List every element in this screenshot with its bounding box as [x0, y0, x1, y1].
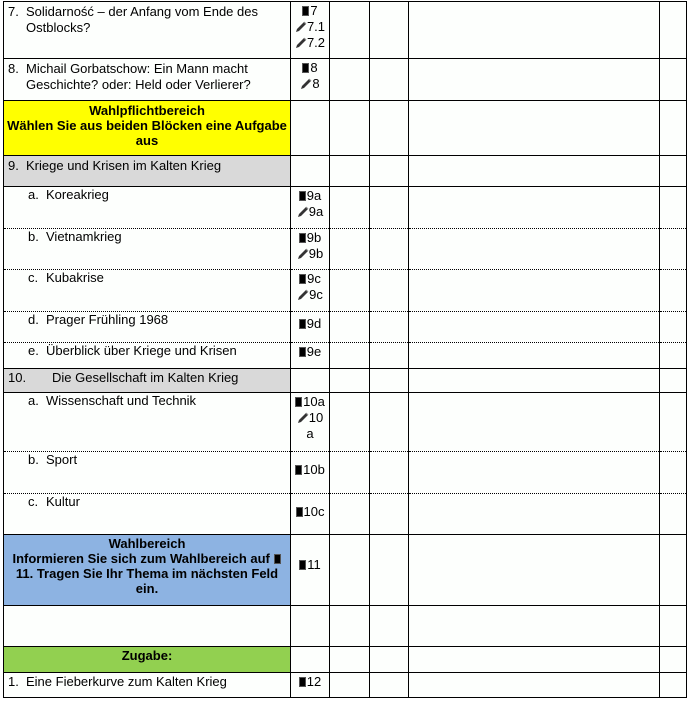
subtopic-text: Sport: [46, 452, 78, 467]
material-ref[interactable]: 12: [291, 674, 329, 690]
pen-icon: [295, 21, 307, 33]
empty-cell[interactable]: [660, 270, 687, 312]
section-header-cell: [4, 535, 291, 606]
notes-cell[interactable]: [409, 312, 660, 343]
empty-cell[interactable]: [370, 647, 409, 673]
empty-cell[interactable]: [660, 101, 687, 156]
subtopic-cell: [4, 393, 291, 452]
table-row-subtopic-9e: [4, 343, 687, 369]
notes-cell[interactable]: [409, 229, 660, 270]
group-title: Kriege und Krisen im Kalten Krieg: [26, 158, 222, 173]
empty-cell[interactable]: [330, 2, 370, 59]
empty-cell[interactable]: [330, 369, 370, 393]
empty-cell[interactable]: [660, 229, 687, 270]
subtopic-text: Kubakrise: [46, 270, 104, 285]
empty-cell[interactable]: [330, 535, 370, 606]
empty-cell[interactable]: [660, 535, 687, 606]
book-icon: [295, 465, 302, 475]
subtopic-cell: [4, 187, 291, 229]
materials-cell: [291, 647, 330, 673]
empty-cell[interactable]: [330, 312, 370, 343]
subtopic-letter: d.: [28, 312, 39, 327]
subtopic-text: Koreakrieg: [46, 187, 109, 202]
table-row-group-9: [4, 156, 687, 187]
empty-cell[interactable]: [370, 270, 409, 312]
task-ref[interactable]: 10: [291, 410, 329, 426]
empty-cell[interactable]: [330, 156, 370, 187]
empty-cell[interactable]: [660, 452, 687, 494]
subtopic-cell: [4, 312, 291, 343]
section-title: Wahlbereich: [108, 536, 186, 551]
book-icon: [302, 63, 309, 73]
subtopic-letter: c.: [28, 494, 39, 509]
table-row-subtopic-9b: [4, 229, 687, 270]
materials-cell: [291, 452, 330, 494]
materials-cell: [291, 673, 330, 698]
materials-cell: [291, 393, 330, 452]
subtopic-letter: a.: [28, 187, 39, 202]
subtopic-text: Wissenschaft und Technik: [46, 393, 197, 408]
material-ref[interactable]: 10a: [291, 394, 329, 410]
empty-cell[interactable]: [660, 187, 687, 229]
empty-cell[interactable]: [370, 452, 409, 494]
section-instruction: Informieren Sie sich zum Wahlbereich auf 11. Tragen Sie Ihr Thema im nächsten Feld ein.: [6, 551, 288, 596]
material-ref[interactable]: 10c: [291, 504, 329, 520]
materials-cell: [291, 156, 330, 187]
materials-cell: [291, 606, 330, 647]
empty-cell[interactable]: [370, 673, 409, 698]
table-row-topic-8: [4, 59, 687, 101]
topic-number: 7.: [8, 4, 19, 19]
book-icon: [274, 554, 281, 564]
empty-cell[interactable]: [330, 229, 370, 270]
table-row-subtopic-9a: [4, 187, 687, 229]
book-icon: [299, 347, 306, 357]
table-row-wahlbereich: [4, 535, 687, 606]
notes-cell[interactable]: [409, 393, 660, 452]
subtopic-cell: [4, 270, 291, 312]
empty-cell[interactable]: [370, 59, 409, 101]
table-row-subtopic-9d: [4, 312, 687, 343]
table-row-zugabe: [4, 647, 687, 673]
book-icon: [299, 560, 306, 570]
empty-cell[interactable]: [660, 494, 687, 535]
table-row-subtopic-10c: [4, 494, 687, 535]
material-ref[interactable]: 9b: [291, 230, 329, 246]
empty-cell[interactable]: [370, 187, 409, 229]
empty-cell[interactable]: [660, 647, 687, 673]
group-number: 9.: [8, 158, 19, 173]
curriculum-table-wrapper: [3, 1, 687, 698]
notes-cell[interactable]: [409, 369, 660, 393]
notes-cell[interactable]: [409, 452, 660, 494]
pen-icon: [295, 37, 307, 49]
notes-cell[interactable]: [409, 187, 660, 229]
subtopic-cell: [4, 343, 291, 369]
materials-cell: [291, 312, 330, 343]
topic-text: Michail Gorbatschow: Ein Mann macht Geschichte? oder: Held oder Verlierer?: [26, 61, 251, 92]
subtopic-text: Überblick über Kriege und Krisen: [46, 343, 237, 358]
subtopic-letter: e.: [28, 343, 39, 358]
topic-number: 8.: [8, 61, 19, 76]
empty-cell[interactable]: [660, 343, 687, 369]
empty-cell[interactable]: [660, 156, 687, 187]
task-ref[interactable]: 9c: [291, 287, 329, 303]
materials-cell: [291, 535, 330, 606]
table-row-subtopic-10b: [4, 452, 687, 494]
notes-cell[interactable]: [409, 101, 660, 156]
topic-cell: [4, 59, 291, 101]
materials-cell: [291, 2, 330, 59]
table-row-subtopic-10a: [4, 393, 687, 452]
empty-cell[interactable]: [330, 59, 370, 101]
material-ref[interactable]: 9a: [291, 188, 329, 204]
empty-cell[interactable]: [330, 187, 370, 229]
empty-cell[interactable]: [370, 393, 409, 452]
pen-icon: [297, 206, 309, 218]
book-icon: [295, 397, 302, 407]
section-header-cell: [4, 101, 291, 156]
empty-cell[interactable]: [370, 101, 409, 156]
notes-cell[interactable]: [409, 535, 660, 606]
theme-entry-field[interactable]: [4, 606, 291, 647]
pen-icon: [297, 289, 309, 301]
subtopic-text: Kultur: [46, 494, 80, 509]
material-ref[interactable]: 8: [291, 60, 329, 76]
group-number: 10.: [8, 370, 27, 385]
empty-cell[interactable]: [330, 606, 370, 647]
empty-cell[interactable]: [660, 369, 687, 393]
empty-cell[interactable]: [660, 606, 687, 647]
pen-icon: [300, 78, 312, 90]
table-row-subtopic-9c: [4, 270, 687, 312]
subtopic-letter: a.: [28, 393, 39, 408]
empty-cell[interactable]: [330, 494, 370, 535]
curriculum-table: [3, 1, 687, 698]
book-icon: [299, 677, 306, 687]
book-icon: [296, 507, 303, 517]
table-row-theme-entry: [4, 606, 687, 647]
materials-cell: [291, 59, 330, 101]
section-title: Zugabe:: [121, 648, 173, 663]
empty-cell[interactable]: [660, 59, 687, 101]
topic-number: 1.: [8, 674, 19, 689]
task-ref[interactable]: 7.2: [291, 35, 329, 51]
subtopic-cell: [4, 452, 291, 494]
empty-cell[interactable]: [370, 2, 409, 59]
empty-cell[interactable]: [660, 673, 687, 698]
material-ref[interactable]: 11: [291, 557, 329, 573]
material-ref[interactable]: 7: [291, 3, 329, 19]
empty-cell[interactable]: [330, 393, 370, 452]
materials-cell: [291, 101, 330, 156]
notes-cell[interactable]: [409, 673, 660, 698]
materials-cell: [291, 229, 330, 270]
task-ref-continuation: a: [306, 426, 314, 441]
group-header-cell: [4, 156, 291, 187]
materials-cell: [291, 343, 330, 369]
notes-cell[interactable]: [409, 2, 660, 59]
book-icon: [299, 233, 306, 243]
empty-cell[interactable]: [370, 606, 409, 647]
empty-cell[interactable]: [660, 312, 687, 343]
subtopic-letter: c.: [28, 270, 39, 285]
table-row-wahlpflichtbereich: [4, 101, 687, 156]
group-title: Die Gesellschaft im Kalten Krieg: [52, 370, 239, 385]
subtopic-letter: b.: [28, 452, 39, 467]
notes-cell[interactable]: [409, 156, 660, 187]
table-row-topic-7: [4, 2, 687, 59]
notes-cell[interactable]: [409, 494, 660, 535]
subtopic-text: Prager Frühling 1968: [46, 312, 169, 327]
empty-cell[interactable]: [370, 494, 409, 535]
task-ref[interactable]: 9a: [291, 204, 329, 220]
empty-cell[interactable]: [330, 270, 370, 312]
notes-cell[interactable]: [409, 270, 660, 312]
material-ref[interactable]: 9c: [291, 271, 329, 287]
book-icon: [299, 319, 306, 329]
empty-cell[interactable]: [330, 452, 370, 494]
empty-cell[interactable]: [660, 393, 687, 452]
subtopic-letter: b.: [28, 229, 39, 244]
book-icon: [299, 191, 306, 201]
topic-text: Solidarność – der Anfang vom Ende des Ostblocks?: [26, 4, 258, 35]
materials-cell: [291, 270, 330, 312]
subtopic-text: Vietnamkrieg: [46, 229, 122, 244]
notes-cell[interactable]: [409, 59, 660, 101]
pen-icon: [297, 412, 309, 424]
empty-cell[interactable]: [370, 343, 409, 369]
task-ref[interactable]: 7.1: [291, 19, 329, 35]
section-title: Wahlpflichtbereich: [89, 103, 205, 118]
topic-text: Eine Fieberkurve zum Kalten Krieg: [26, 674, 227, 689]
empty-cell[interactable]: [370, 312, 409, 343]
task-ref[interactable]: 9b: [291, 246, 329, 262]
materials-cell: [291, 369, 330, 393]
empty-cell[interactable]: [330, 647, 370, 673]
topic-cell: [4, 673, 291, 698]
materials-cell: [291, 494, 330, 535]
subtopic-cell: [4, 494, 291, 535]
material-ref[interactable]: 10b: [291, 462, 329, 478]
empty-cell[interactable]: [330, 673, 370, 698]
notes-cell[interactable]: [409, 606, 660, 647]
empty-cell[interactable]: [330, 101, 370, 156]
notes-cell[interactable]: [409, 343, 660, 369]
section-header-cell: [4, 647, 291, 673]
group-header-cell: [4, 369, 291, 393]
empty-cell[interactable]: [330, 343, 370, 369]
topic-cell: [4, 2, 291, 59]
empty-cell[interactable]: [370, 156, 409, 187]
empty-cell[interactable]: [660, 2, 687, 59]
empty-cell[interactable]: [370, 535, 409, 606]
section-instruction: Wählen Sie aus beiden Blöcken eine Aufgabe aus: [7, 118, 287, 148]
pen-icon: [297, 248, 309, 260]
task-ref[interactable]: 8: [291, 76, 329, 92]
table-row-topic-bonus-1: [4, 673, 687, 698]
subtopic-cell: [4, 229, 291, 270]
materials-cell: [291, 187, 330, 229]
table-row-group-10: [4, 369, 687, 393]
book-icon: [299, 274, 306, 284]
material-ref[interactable]: 9d: [291, 316, 329, 332]
book-icon: [302, 6, 309, 16]
material-ref[interactable]: 9e: [291, 344, 329, 360]
empty-cell[interactable]: [370, 229, 409, 270]
notes-cell[interactable]: [409, 647, 660, 673]
empty-cell[interactable]: [370, 369, 409, 393]
